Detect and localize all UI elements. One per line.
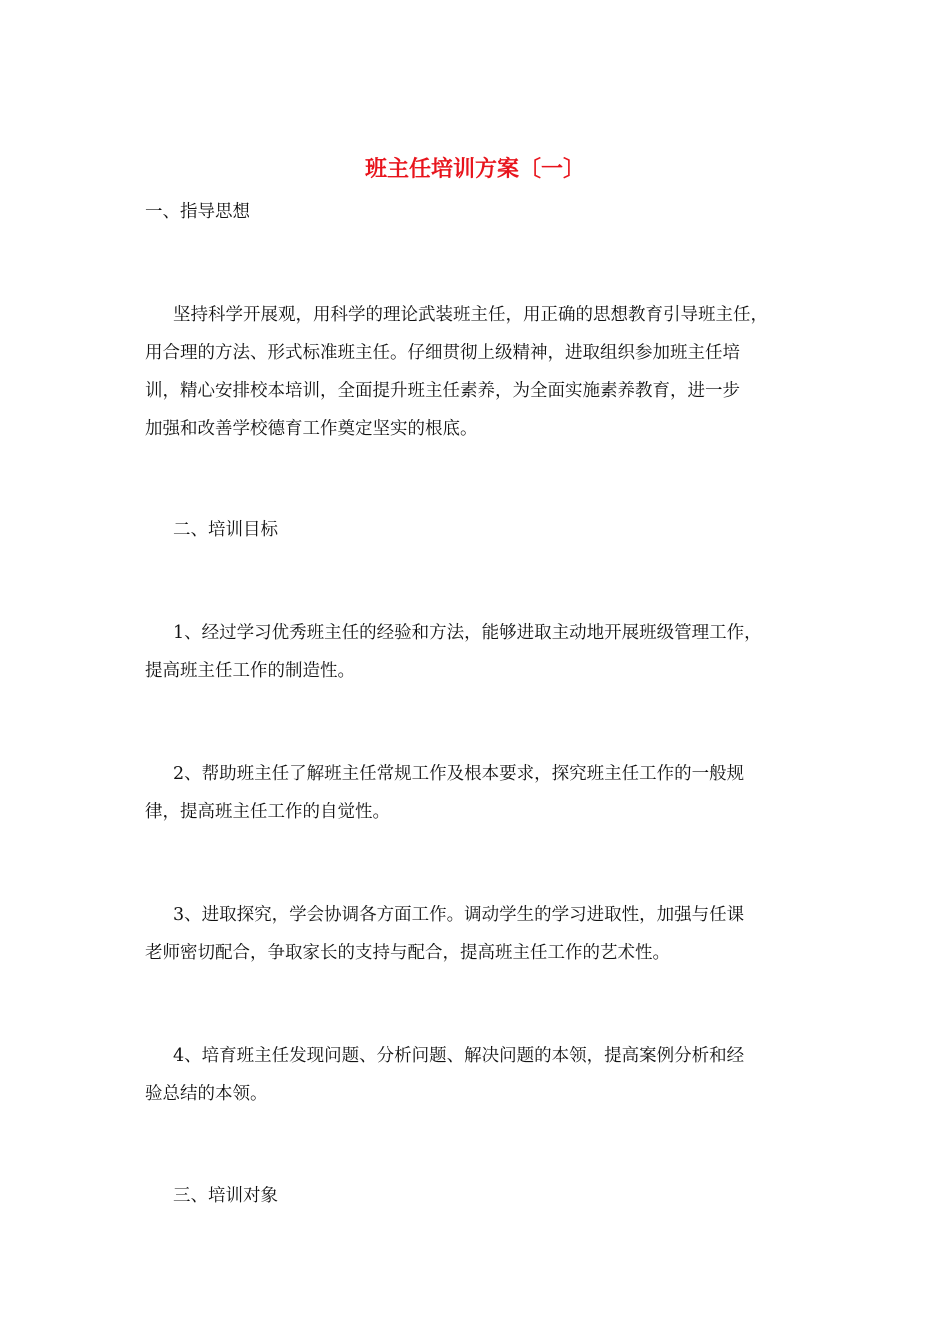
section-heading-training-targets: 三、培训对象: [173, 1186, 278, 1206]
paragraph-line: 加强和改善学校德育工作奠定坚实的根底。: [145, 419, 478, 439]
paragraph-line: 3、进取探究，学会协调各方面工作。调动学生的学习进取性，加强与任课: [173, 905, 745, 925]
paragraph-line: 提高班主任工作的制造性。: [145, 661, 355, 681]
paragraph-goal-3: [145, 896, 813, 972]
paragraph-goal-4: [145, 1037, 813, 1113]
document-title: 班主任培训方案〔一〕: [364, 156, 585, 182]
paragraph-line: 坚持科学开展观，用科学的理论武装班主任，用正确的思想教育引导班主任，: [173, 305, 768, 325]
paragraph-line: 1、经过学习优秀班主任的经验和方法，能够进取主动地开展班级管理工作，: [173, 623, 762, 643]
section-heading-training-goals: 二、培训目标: [173, 520, 278, 540]
paragraph-goal-1: [145, 614, 813, 690]
paragraph-line: 老师密切配合，争取家长的支持与配合，提高班主任工作的艺术性。: [145, 943, 670, 963]
paragraph-line: 验总结的本领。: [145, 1084, 268, 1104]
paragraph-line: 训，精心安排校本培训，全面提升班主任素养，为全面实施素养教育，进一步: [145, 381, 740, 401]
paragraph-goal-2: [145, 755, 813, 831]
paragraph-line: 4、培育班主任发现问题、分析问题、解决问题的本领，提高案例分析和经: [173, 1046, 745, 1066]
paragraph-line: 2、帮助班主任了解班主任常规工作及根本要求，探究班主任工作的一般规: [173, 764, 745, 784]
paragraph-line: 律，提高班主任工作的自觉性。: [145, 802, 390, 822]
section-heading-guiding-ideology: 一、指导思想: [145, 202, 250, 222]
paragraph-line: 用合理的方法、形式标准班主任。仔细贯彻上级精神，进取组织参加班主任培: [145, 343, 740, 363]
paragraph-guiding-ideology: [145, 296, 813, 448]
